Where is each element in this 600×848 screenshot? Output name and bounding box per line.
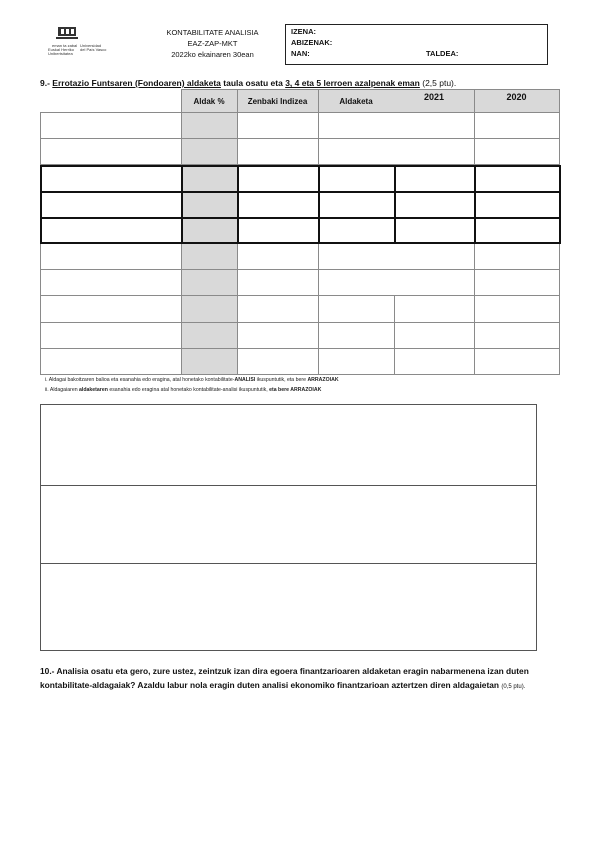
header-aldak: Aldak % <box>193 97 225 106</box>
course-code: EAZ-ZAP-MKT <box>187 39 238 48</box>
grid-line <box>40 269 560 270</box>
bold-line <box>181 165 183 244</box>
note-ii <box>45 387 321 393</box>
grid-line <box>40 348 560 349</box>
note-ii-bold1: aldaketaren <box>79 387 108 393</box>
logo-text-3: Euskal Herriko <box>48 47 75 52</box>
note-i-mid: ikuspuntutik, eta bere <box>255 377 308 383</box>
logo-text-4: del País Vasco <box>80 47 107 52</box>
grid-line <box>40 374 560 375</box>
bold-line <box>40 217 560 219</box>
nan-label: NAN: <box>291 49 310 58</box>
q10-text: Analisia osatu eta gero, zure ustez, zeintzuk izan dira egoera finantzarioaren aldaketan eragin nabarmenena izan duten kontabilitate-aldagaiak? Azaldu labur nola eragin duten analisi ekonomiko finantzarioan aztertzen diren aldagaietan <box>40 666 529 690</box>
grid-line <box>40 138 560 139</box>
highlight-rows-box <box>40 165 561 244</box>
header-2020: 2020 <box>506 92 527 102</box>
question-10 <box>40 664 560 694</box>
note-i-bold1: ANALISI <box>234 377 256 383</box>
university-logo <box>40 26 120 56</box>
q9-part2: taula osatu eta <box>223 78 283 88</box>
grid-line <box>40 112 560 113</box>
taldea-label: TALDEA: <box>426 49 459 58</box>
q9-part1: Errotazio Funtsaren (Fondoaren) aldaketa <box>52 78 221 88</box>
grid-line <box>394 295 395 375</box>
bold-line <box>474 165 476 244</box>
note-i <box>45 377 339 383</box>
errotazio-funtsa-table <box>40 89 560 375</box>
header-2021: 2021 <box>423 92 445 102</box>
answer-divider <box>41 563 536 564</box>
logo-text-1: eman ta zabal <box>52 43 78 48</box>
header-aldaketa: Aldaketa <box>339 97 373 106</box>
university-logo-icon <box>54 26 80 42</box>
note-ii-bold2: eta bere ARRAZOIAK <box>269 387 322 393</box>
logo-text-2: Universidad <box>80 43 102 48</box>
note-ii-mid: esanahia edo eragina atal honetako kontabilitate-analisi ikuspuntutik, <box>107 387 270 393</box>
q10-points: (0,5 ptu). <box>501 684 526 690</box>
bold-line <box>394 165 396 244</box>
course-title: KONTABILITATE ANALISIA <box>166 28 259 37</box>
q9-points: (2,5 ptu). <box>422 78 457 88</box>
bold-line <box>40 191 560 193</box>
student-info-box <box>285 24 548 65</box>
abizenak-label: ABIZENAK: <box>291 38 333 47</box>
answer-divider <box>41 485 536 486</box>
bold-line <box>237 165 239 244</box>
course-header <box>140 27 285 60</box>
note-ii-text: ii. Aldagaiaren <box>45 387 80 393</box>
q10-number: 10.- <box>40 666 55 676</box>
logo-text-5: Unibertsitatea <box>48 51 73 56</box>
grid-line <box>40 295 560 296</box>
exam-date: 2022ko ekainaren 30ean <box>171 50 254 59</box>
note-i-bold2: ARRAZOIAK <box>307 377 339 383</box>
q9-part3: 3, 4 eta 5 lerroen azalpenak eman <box>285 78 420 88</box>
grid-line <box>40 322 560 323</box>
header-zenbaki-indizea: Zenbaki Indizea <box>247 97 308 106</box>
answer-box[interactable] <box>40 404 537 651</box>
bold-line <box>318 165 320 244</box>
q9-number: 9.- <box>40 78 50 88</box>
note-i-text: i. Aldagai bakoitzaren balioa eta esanahia edo eragina, atal honetako kontabilitate- <box>45 377 235 383</box>
question-9-title <box>40 78 456 88</box>
izena-label: IZENA: <box>291 27 316 36</box>
